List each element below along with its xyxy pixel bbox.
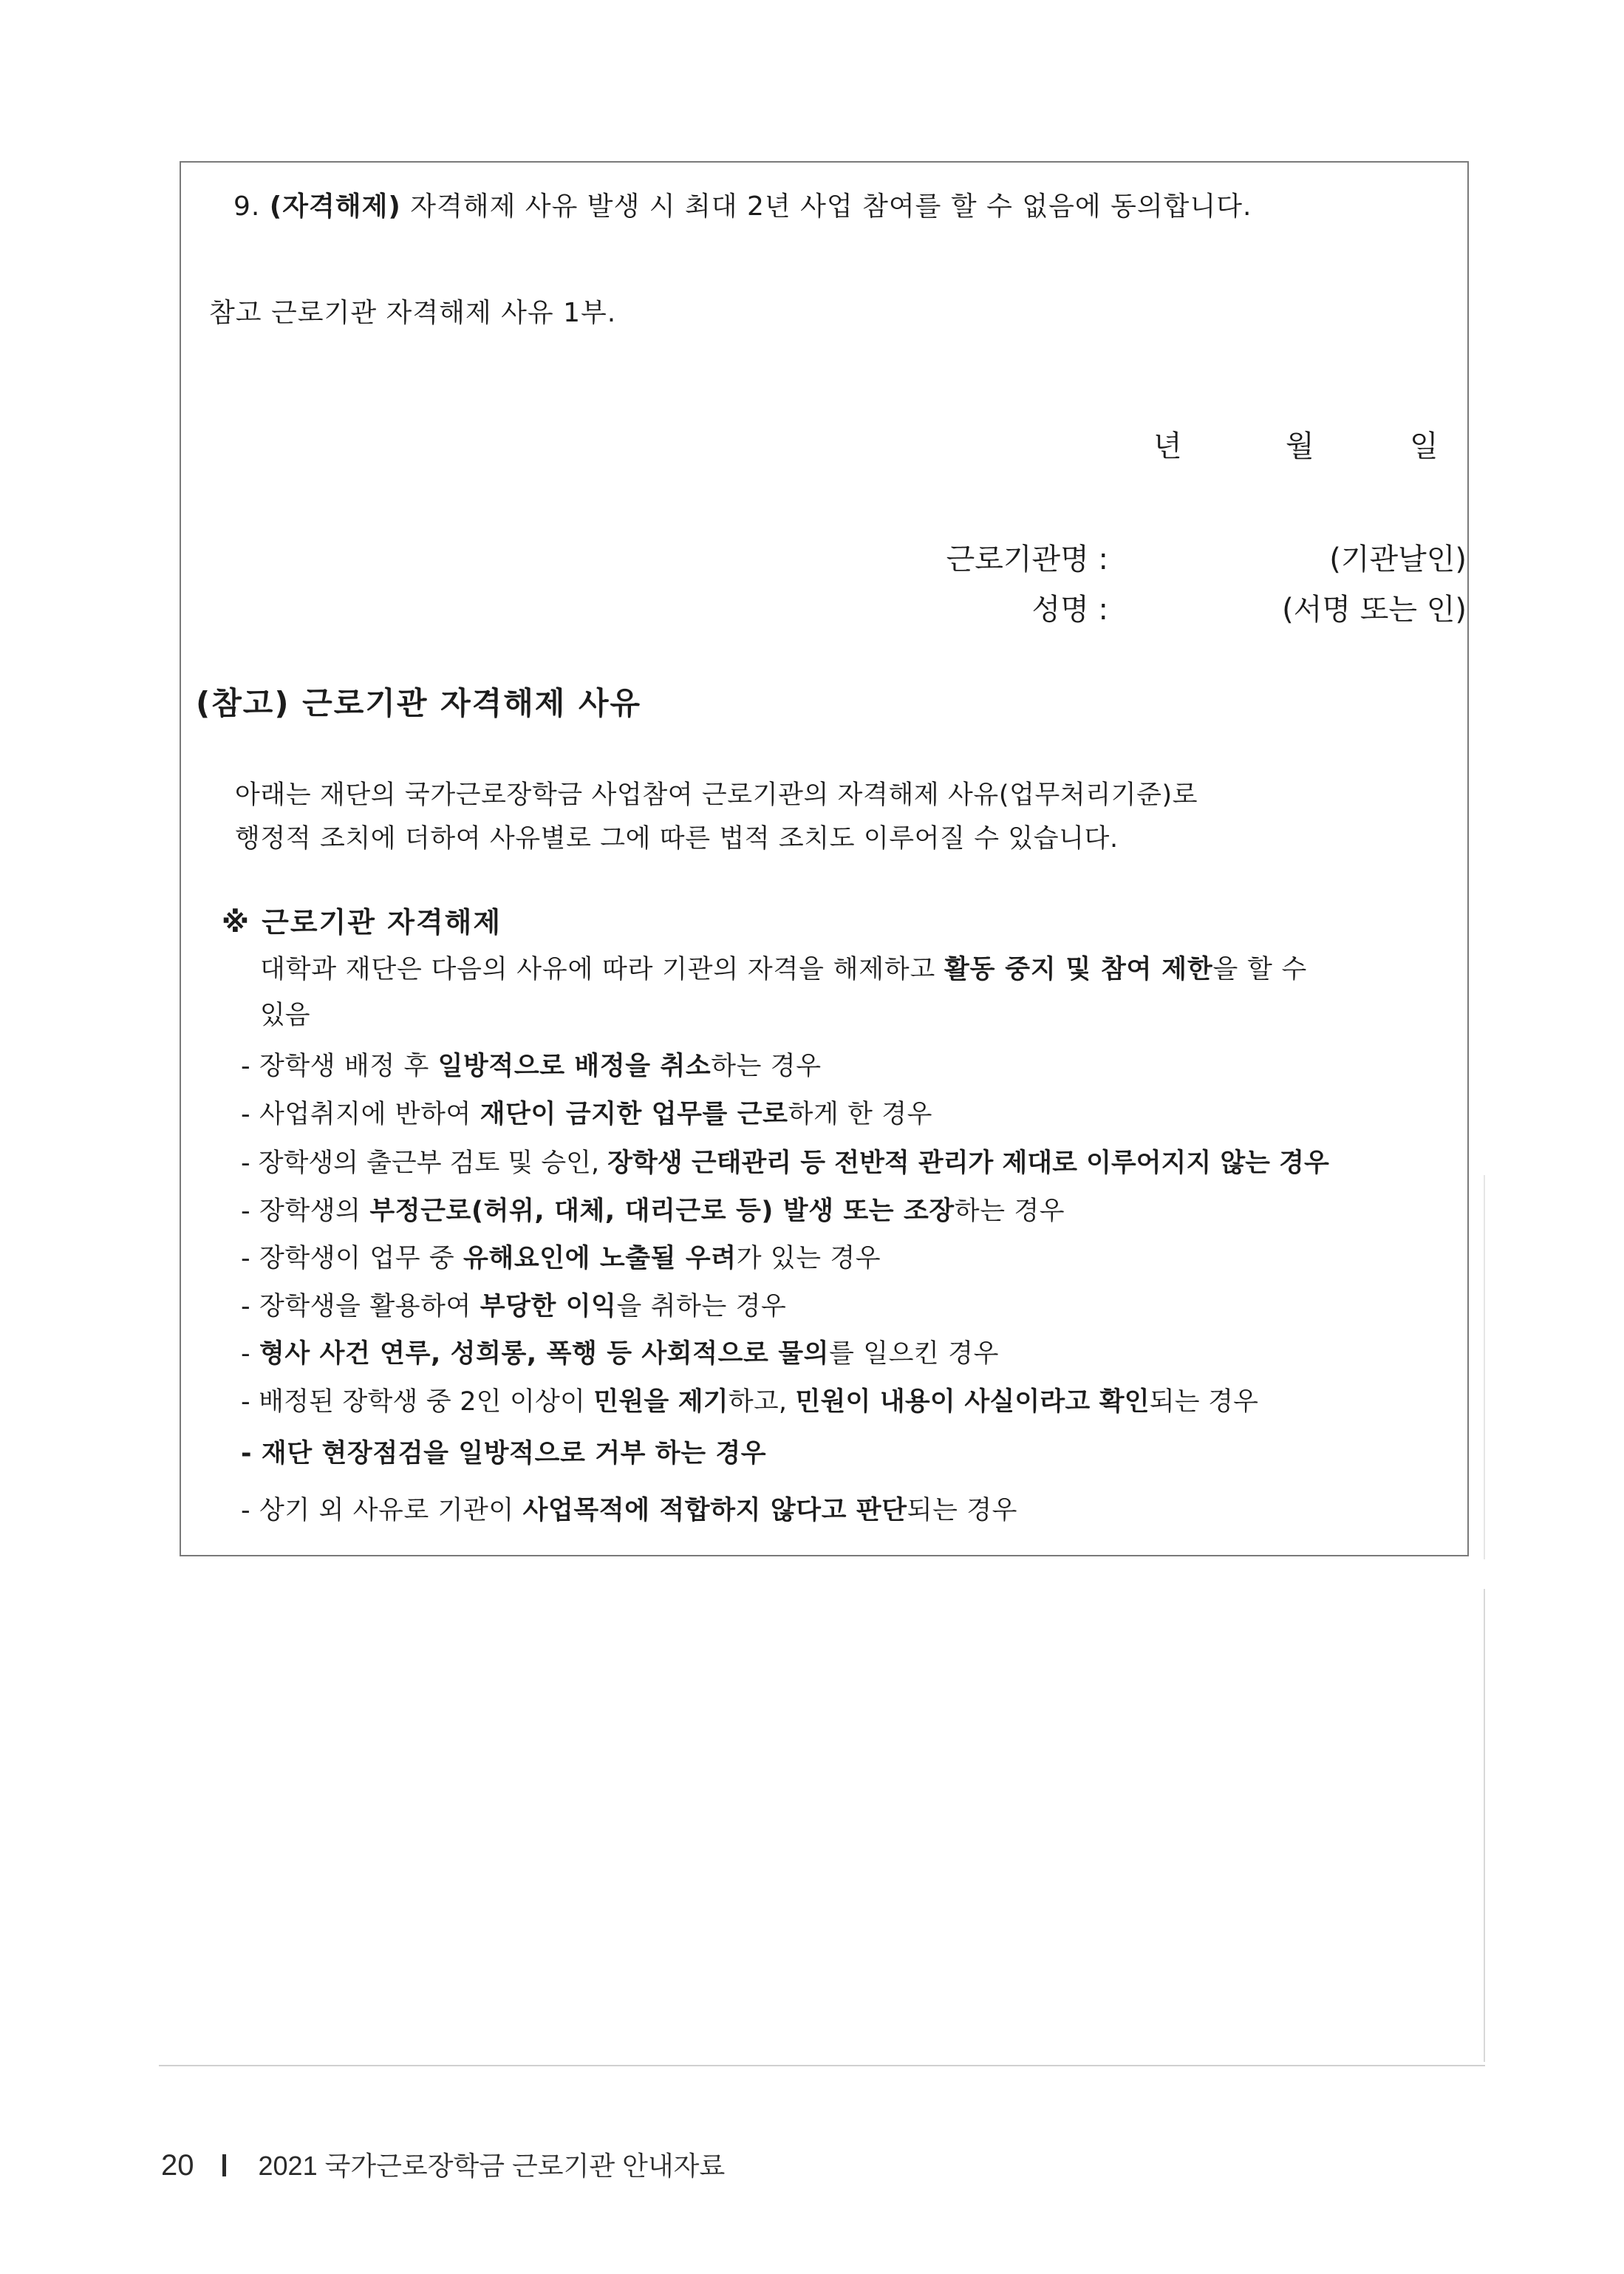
bullet-emphasis: 사업목적에 적합하지 않다고 판단 — [522, 1496, 907, 1525]
intro-line-2: 행정적 조치에 더하여 사유별로 그에 따른 법적 조치도 이루어질 수 있습니다. — [235, 824, 1119, 854]
note-text: 대학과 재단은 다음의 사유에 따라 기관의 자격을 해제하고 — [260, 955, 945, 984]
bullet-emphasis: 민원을 제기 — [593, 1387, 729, 1417]
footer-separator — [222, 2154, 226, 2176]
bullet-text-end: 를 일으킨 경우 — [829, 1339, 999, 1369]
bullet-text: - 장학생의 출근부 검토 및 승인, — [241, 1148, 608, 1178]
org-stamp-placeholder: (기관날인) — [1329, 542, 1467, 576]
item-9 — [233, 191, 1252, 223]
note-title: ※ 근로기관 자격해제 — [222, 906, 502, 939]
bullet-item — [241, 1290, 786, 1323]
note-body-line-1 — [260, 953, 1307, 986]
bullet-text-mid: 하고, — [728, 1387, 796, 1417]
bullet-text-end: 하는 경우 — [711, 1052, 822, 1081]
bullet-text: - 상기 외 사유로 기관이 — [241, 1496, 523, 1525]
note-emphasis: 활동 중지 및 참여 제한 — [944, 955, 1213, 984]
bullet-item — [241, 1386, 1258, 1418]
bullet-text-end: 을 취하는 경우 — [616, 1292, 787, 1321]
item-title: (자격해제) — [269, 191, 401, 222]
footer-divider — [159, 2065, 1485, 2066]
bullet-text-end: 하게 한 경우 — [788, 1100, 933, 1129]
bullet-item — [241, 1050, 822, 1083]
date-month: 월 — [1286, 429, 1314, 463]
bullet-item — [241, 1242, 881, 1275]
bullet-item — [241, 1437, 766, 1470]
bullet-emphasis: 일방적으로 배정을 취소 — [437, 1052, 712, 1081]
bullet-emphasis: 유해요인에 노출될 우려 — [463, 1244, 737, 1273]
bullet-text-end: 되는 경우 — [907, 1496, 1018, 1525]
bullet-text: - 배정된 장학생 중 2인 이상이 — [241, 1387, 594, 1417]
bullet-text: - 장학생의 — [241, 1196, 370, 1226]
right-margin-rule-lower — [1484, 1589, 1485, 2062]
bullet-text: - 장학생 배정 후 — [241, 1052, 438, 1081]
item-text: 자격해제 사유 발생 시 최대 2년 사업 참여를 할 수 없음에 동의합니다. — [400, 191, 1252, 222]
bullet-text: - 장학생이 업무 중 — [241, 1244, 464, 1273]
signature-placeholder: (서명 또는 인) — [1282, 593, 1467, 627]
note-body-line-2: 있음 — [260, 1001, 310, 1030]
signer-name-label: 성명 : — [1031, 593, 1108, 627]
bullet-item — [241, 1494, 1017, 1527]
bullet-emphasis: 재단이 금지한 업무를 근로 — [480, 1100, 788, 1129]
intro-line-1: 아래는 재단의 국가근로장학금 사업참여 근로기관의 자격해제 사유(업무처리기준)로 — [235, 780, 1198, 810]
bullet-text: - — [241, 1339, 259, 1369]
bullet-text: - 장학생을 활용하여 — [241, 1292, 480, 1321]
bullet-item — [241, 1147, 1329, 1179]
item-number: 9. — [233, 191, 270, 222]
org-name-label: 근로기관명 : — [946, 542, 1108, 576]
bullet-item — [241, 1195, 1065, 1228]
note-text-end: 을 할 수 — [1212, 955, 1308, 984]
date-year: 년 — [1153, 429, 1182, 463]
page-number: 20 — [161, 2149, 194, 2182]
bullet-emphasis: 부정근로(허위, 대체, 대리근로 등) 발생 또는 조장 — [369, 1196, 955, 1226]
bullet-emphasis: 장학생 근태관리 등 전반적 관리가 제대로 이루어지지 않는 경우 — [607, 1148, 1329, 1178]
page-footer — [161, 2149, 725, 2182]
reference-heading: (참고) 근로기관 자격해제 사유 — [196, 685, 642, 721]
bullet-emphasis: 부당한 이익 — [480, 1292, 617, 1321]
bullet-emphasis-2: 민원이 내용이 사실이라고 확인 — [795, 1387, 1150, 1417]
bullet-text-end: 하는 경우 — [954, 1196, 1065, 1226]
bullet-item — [241, 1098, 932, 1131]
right-margin-rule-upper — [1484, 1175, 1485, 1559]
attachment-reference: 참고 근로기관 자격해제 사유 1부. — [209, 298, 617, 328]
date-day: 일 — [1410, 429, 1439, 463]
bullet-text: - 사업취지에 반하여 — [241, 1100, 480, 1129]
footer-title: 2021 국가근로장학금 근로기관 안내자료 — [258, 2151, 726, 2181]
bullet-emphasis: - 재단 현장점검을 일방적으로 거부 하는 경우 — [241, 1439, 767, 1468]
bullet-text-end: 가 있는 경우 — [736, 1244, 881, 1273]
bullet-emphasis: 형사 사건 연루, 성희롱, 폭행 등 사회적으로 물의 — [259, 1339, 830, 1369]
bullet-item — [241, 1338, 999, 1370]
bullet-text-end: 되는 경우 — [1149, 1387, 1259, 1417]
